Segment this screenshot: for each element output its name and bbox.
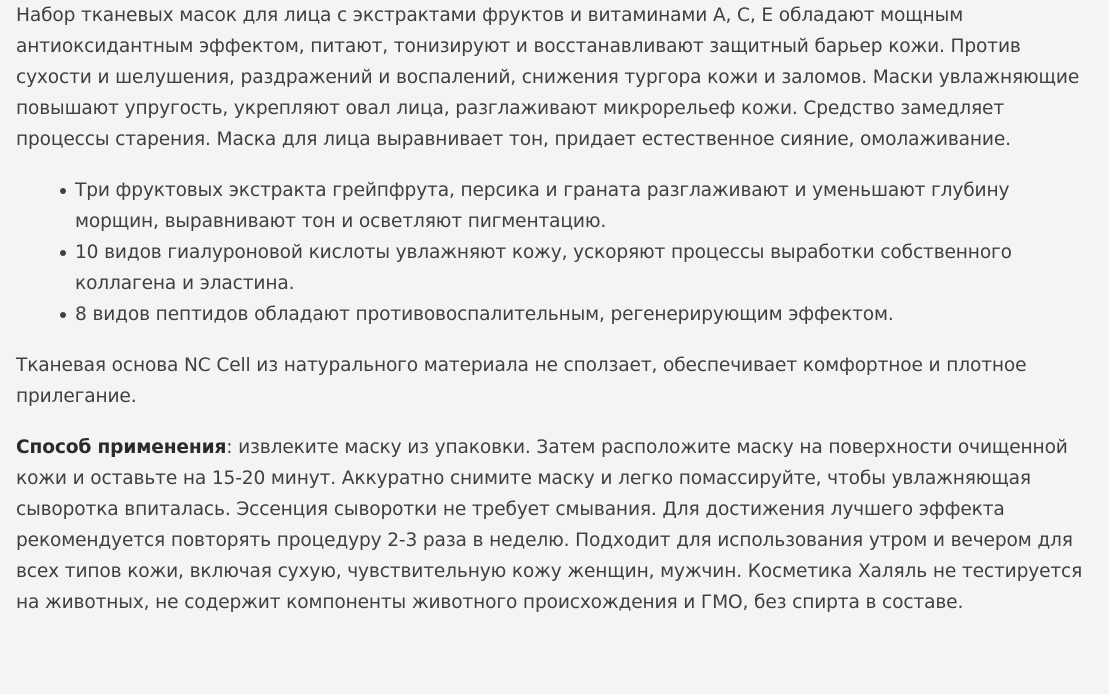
- usage-heading: Способ применения: [16, 437, 227, 458]
- usage-paragraph: [16, 432, 1093, 618]
- list-item: 10 видов гиалуроновой кислоты увлажняют кожу, ускоряют процессы выработки собственного коллагена и эластина.: [75, 237, 1093, 299]
- benefits-list: [16, 175, 1093, 330]
- intro-paragraph: Набор тканевых масок для лица с экстрактами фруктов и витаминами А, С, Е обладают мощным антиоксидантным эффектом, питают, тонизируют и восстанавливают защитный барьер кожи. Против сухости и шелушения, раздражений и воспалений, снижения тургора кожи и заломов. Маски увлажняющие повышают упругость, укрепляют овал лица, разглаживают микрорельеф кожи. Средство замедляет процессы старения. Маска для лица выравнивает тон, придает естественное сияние, омолаживание.: [16, 5, 1080, 150]
- list-item: Три фруктовых экстракта грейпфрута, персика и граната разглаживают и уменьшают глубину морщин, выравнивают тон и осветляют пигментацию.: [75, 175, 1093, 237]
- base-paragraph: Тканевая основа NC Cell из натурального материала не сползает, обеспечивает комфортное и плотное прилегание.: [16, 355, 1027, 407]
- usage-text: : извлеките маску из упаковки. Затем расположите маску на поверхности очищенной кожи и оставьте на 15-20 минут. Аккуратно снимите маску и легко помассируйте, чтобы увлажняющая сыворотка впиталась. Эссенция сыворотки не требует смывания. Для достижения лучшего эффекта рекомендуется повторять процедуру 2-3 раза в неделю. Подходит для использования утром и вечером для всех типов кожи, включая сухую, чувствительную кожу женщин, мужчин. Косметика Халяль не тестируется на животных, не содержит компоненты животного происхождения и ГМО, без спирта в составе.: [16, 437, 1083, 613]
- list-item: 8 видов пептидов обладают противовоспалительным, регенерирующим эффектом.: [75, 299, 1093, 330]
